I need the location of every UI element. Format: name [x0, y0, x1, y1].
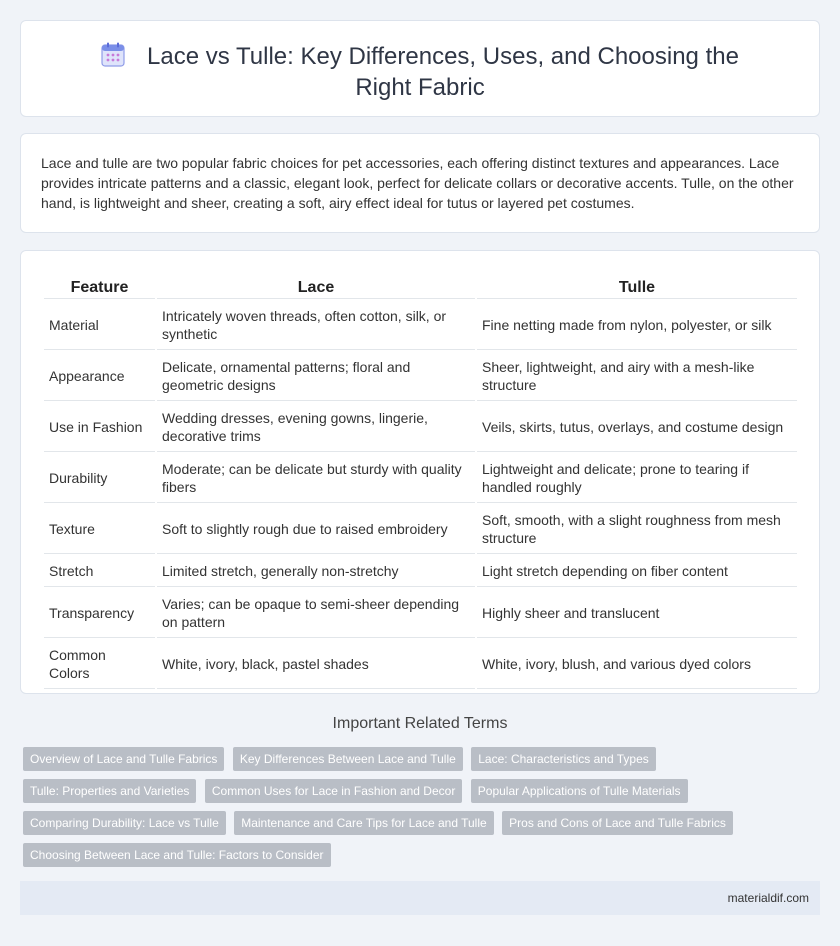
tulle-cell: Lightweight and delicate; prone to tearing if handled roughly [477, 454, 797, 503]
calendar-icon [101, 42, 125, 68]
feature-cell: Common Colors [44, 640, 155, 689]
feature-cell: Transparency [44, 589, 155, 638]
comparison-card [20, 250, 820, 694]
feature-cell: Texture [44, 505, 155, 554]
related-term-link[interactable]: Comparing Durability: Lace vs Tulle [23, 811, 226, 835]
related-term-link[interactable]: Overview of Lace and Tulle Fabrics [23, 747, 224, 771]
related-terms-title: Important Related Terms [332, 715, 508, 732]
feature-cell: Durability [44, 454, 155, 503]
comparison-table [42, 275, 799, 691]
related-term-link[interactable]: Tulle: Properties and Varieties [23, 779, 196, 803]
header-tulle: Tulle [477, 277, 797, 299]
table-row [44, 556, 797, 587]
related-term-link[interactable]: Common Uses for Lace in Fashion and Decor [205, 779, 462, 803]
footer [20, 881, 820, 915]
tulle-cell: Light stretch depending on fiber content [477, 556, 797, 587]
lace-cell: Moderate; can be delicate but sturdy with quality fibers [157, 454, 475, 503]
related-term-link[interactable]: Key Differences Between Lace and Tulle [233, 747, 463, 771]
header-lace: Lace [157, 277, 475, 299]
tulle-cell: Sheer, lightweight, and airy with a mesh-like structure [477, 352, 797, 401]
lace-cell: Soft to slightly rough due to raised embroidery [157, 505, 475, 554]
related-term-link[interactable]: Choosing Between Lace and Tulle: Factors to Consider [23, 843, 331, 867]
page-title-text: Lace vs Tulle: Key Differences, Uses, and Choosing the Right Fabric [147, 43, 739, 101]
intro-paragraph: Lace and tulle are two popular fabric choices for pet accessories, each offering distinct textures and appearances. Lace provides intricate patterns and a classic, elegant look, perfect for delicate collars or decorative accents. Tulle, on the other hand, is lightweight and sheer, creating a soft, airy effect ideal for tutus or layered pet costumes. [41, 155, 794, 211]
tulle-cell: Highly sheer and translucent [477, 589, 797, 638]
table-row [44, 301, 797, 350]
related-term-link[interactable]: Pros and Cons of Lace and Tulle Fabrics [502, 811, 733, 835]
lace-cell: Delicate, ornamental patterns; floral and geometric designs [157, 352, 475, 401]
tulle-cell: Veils, skirts, tutus, overlays, and costume design [477, 403, 797, 452]
tulle-cell: Fine netting made from nylon, polyester, or silk [477, 301, 797, 350]
table-row [44, 640, 797, 689]
lace-cell: Varies; can be opaque to semi-sheer depending on pattern [157, 589, 475, 638]
tulle-cell: White, ivory, blush, and various dyed colors [477, 640, 797, 689]
lace-cell: Limited stretch, generally non-stretchy [157, 556, 475, 587]
table-row [44, 352, 797, 401]
feature-cell: Appearance [44, 352, 155, 401]
header-feature: Feature [44, 277, 155, 299]
footer-site-name[interactable]: materialdif.com [727, 891, 809, 905]
related-term-link[interactable]: Maintenance and Care Tips for Lace and Tulle [234, 811, 493, 835]
lace-cell: Wedding dresses, evening gowns, lingerie, decorative trims [157, 403, 475, 452]
header-card [20, 20, 820, 117]
table-row [44, 589, 797, 638]
related-terms-list [23, 747, 813, 875]
page-title [21, 41, 819, 103]
feature-cell: Stretch [44, 556, 155, 587]
feature-cell: Material [44, 301, 155, 350]
intro-card [20, 133, 820, 233]
related-term-link[interactable]: Popular Applications of Tulle Materials [471, 779, 688, 803]
lace-cell: White, ivory, black, pastel shades [157, 640, 475, 689]
lace-cell: Intricately woven threads, often cotton, silk, or synthetic [157, 301, 475, 350]
table-row [44, 505, 797, 554]
feature-cell: Use in Fashion [44, 403, 155, 452]
related-term-link[interactable]: Lace: Characteristics and Types [471, 747, 656, 771]
tulle-cell: Soft, smooth, with a slight roughness from mesh structure [477, 505, 797, 554]
table-header-row [44, 277, 797, 299]
table-row [44, 403, 797, 452]
table-row [44, 454, 797, 503]
